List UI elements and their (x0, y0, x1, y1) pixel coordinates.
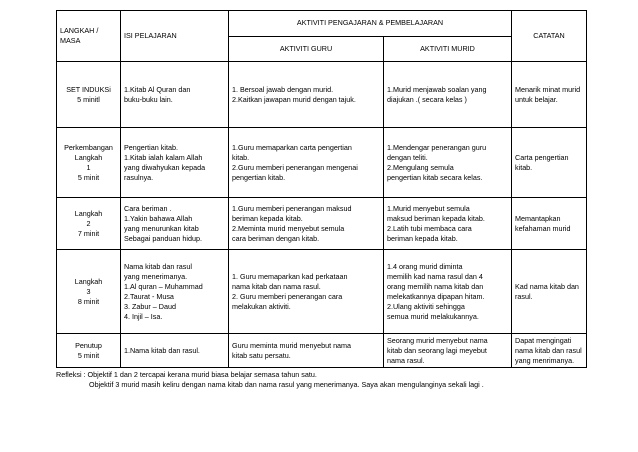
cell-line: nama kitab dan nama rasul. (232, 281, 321, 291)
cell-line: Langkah (74, 276, 103, 286)
cell-line: Sebagai panduan hidup. (124, 233, 202, 243)
cell-line: Langkah (74, 152, 103, 162)
cell-line: 1. Guru memaparkan kad perkataan (232, 271, 348, 281)
cell-langkah (57, 250, 121, 334)
cell-catatan (512, 198, 587, 250)
cell-murid (384, 128, 512, 198)
cell-line: beriman kepada kitab. (232, 213, 303, 223)
cell-line: melakukan aktiviti. (232, 301, 291, 311)
cell-murid (384, 250, 512, 334)
cell-isi (121, 250, 229, 334)
cell-line: 4. Injil – Isa. (124, 311, 163, 321)
cell-line: 1.Mendengar penerangan guru (387, 142, 487, 152)
refleksi-line-2: Objektif 3 murid masih keliru dengan nama kitab dan nama rasul yang menerimanya. Saya akan mengulanginya sekali lagi . (89, 380, 484, 389)
cell-line: pengertian kitab secara kelas. (387, 172, 483, 182)
cell-line: kefahaman murid (515, 223, 571, 233)
cell-line: 5 minitl (77, 94, 100, 104)
cell-line: 3. Zabur – Daud (124, 301, 176, 311)
cell-line: 1.Kitab Al Quran dan (124, 84, 191, 94)
cell-line: pengertian kitab. (232, 172, 286, 182)
cell-line: Langkah (74, 208, 103, 218)
cell-line: nama kitab dan rasul (515, 345, 582, 355)
cell-line: 2. Guru memberi penerangan cara (232, 291, 343, 301)
header-guru: AKTIVITI GURU (229, 36, 384, 62)
cell-langkah (57, 334, 121, 368)
cell-line: Dapat mengingati (515, 335, 572, 345)
cell-murid (384, 62, 512, 128)
cell-line: 1 (86, 162, 91, 172)
cell-murid (384, 198, 512, 250)
cell-line: rasulnya. (124, 172, 154, 182)
header-langkah: LANGKAH / MASA (57, 11, 121, 62)
table-row (57, 198, 587, 250)
cell-line: 1.Guru memaparkan carta pengertian (232, 142, 352, 152)
cell-line: 1.4 orang murid diminta (387, 261, 463, 271)
cell-line: maksud beriman kepada kitab. (387, 213, 485, 223)
header-catatan: CATATAN (512, 11, 587, 62)
cell-guru (229, 128, 384, 198)
cell-line: 2 (86, 218, 91, 228)
cell-line: untuk belajar. (515, 94, 558, 104)
cell-line: memilih kad nama rasul dan 4 (387, 271, 483, 281)
cell-line: 1.Murid menjawab soalan yang (387, 84, 487, 94)
cell-line: semua murid melakukannya. (387, 311, 479, 321)
cell-line: Seorang murid menyebut nama (387, 335, 488, 345)
cell-line: yang menrimanya. (515, 355, 575, 365)
cell-line: 2.Meminta murid menyebut semula (232, 223, 345, 233)
cell-line: nama rasul. (387, 355, 425, 365)
cell-line: 1.Kitab ialah kalam Allah (124, 152, 203, 162)
cell-isi (121, 198, 229, 250)
cell-murid (384, 334, 512, 368)
cell-line: 2.Taurat - Musa (124, 291, 174, 301)
cell-line: Nama kitab dan rasul (124, 261, 192, 271)
cell-langkah (57, 62, 121, 128)
cell-line: rasul. (515, 291, 533, 301)
cell-line: kitab. (232, 152, 250, 162)
cell-guru (229, 334, 384, 368)
cell-line: Memantapkan (515, 213, 561, 223)
cell-line: 7 minit (77, 228, 100, 238)
cell-line: 2.Mengulang semula (387, 162, 454, 172)
cell-isi (121, 334, 229, 368)
cell-line: diajukan .( secara kelas ) (387, 94, 467, 104)
cell-catatan (512, 128, 587, 198)
table-body (57, 62, 587, 368)
cell-line: 1.Nama kitab dan rasul. (124, 345, 200, 355)
table-row (57, 128, 587, 198)
cell-guru (229, 198, 384, 250)
cell-line: Cara beriman . (124, 203, 172, 213)
cell-line: beriman kepada kitab. (387, 233, 458, 243)
cell-isi (121, 62, 229, 128)
cell-line: 1.Murid menyebut semula (387, 203, 470, 213)
cell-line: Guru meminta murid menyebut nama (232, 340, 352, 350)
table-row (57, 62, 587, 128)
cell-line: 5 minit (77, 172, 100, 182)
cell-line: 1. Bersoal jawab dengan murid. (232, 84, 334, 94)
header-aktiviti: AKTIVITI PENGAJARAN & PEMBELAJARAN (229, 11, 512, 37)
cell-line: cara beriman dengan kitab. (232, 233, 320, 243)
cell-line: Kad nama kitab dan (515, 281, 579, 291)
cell-line: yang diwahyukan kepada (124, 162, 206, 172)
cell-guru (229, 62, 384, 128)
cell-line: melekatkannya dipapan hitam. (387, 291, 485, 301)
cell-isi (121, 128, 229, 198)
header-isi: ISI PELAJARAN (121, 11, 229, 62)
cell-catatan (512, 62, 587, 128)
cell-line: kitab satu persatu. (232, 350, 291, 360)
refleksi (56, 370, 586, 390)
cell-line: 2.Guru memberi penerangan mengenai (232, 162, 358, 172)
cell-line: orang memilih nama kitab dan (387, 281, 484, 291)
cell-line: kitab. (515, 162, 533, 172)
cell-line: Perkembangan (64, 142, 113, 152)
cell-line: 2.Kaitkan jawapan murid dengan tajuk. (232, 94, 356, 104)
cell-line: 5 minit (77, 350, 100, 360)
table-row (57, 334, 587, 368)
lesson-plan-table (56, 10, 587, 368)
cell-line: yang menurunkan kitab (124, 223, 199, 233)
cell-line: 3 (86, 286, 91, 296)
cell-catatan (512, 250, 587, 334)
cell-line: yang menerimanya. (124, 271, 188, 281)
cell-line: dengan teliti. (387, 152, 428, 162)
cell-line: Pengertian kitab. (124, 142, 178, 152)
cell-line: buku-buku lain. (124, 94, 173, 104)
cell-line: Carta pengertian (515, 152, 569, 162)
cell-line: 2.Latih tubi membaca cara (387, 223, 472, 233)
lesson-plan-page (56, 10, 586, 390)
cell-line: Menarik minat murid (515, 84, 581, 94)
cell-catatan (512, 334, 587, 368)
cell-line: 1.Yakin bahawa Allah (124, 213, 193, 223)
cell-line: kitab dan seorang lagi meyebut (387, 345, 487, 355)
refleksi-line-1: Refleksi : Objektif 1 dan 2 tercapai kerana murid biasa belajar semasa tahun satu. (56, 370, 317, 379)
cell-line: 8 minit (77, 296, 100, 306)
cell-langkah (57, 128, 121, 198)
header-murid: AKTIVITI MURID (384, 36, 512, 62)
cell-guru (229, 250, 384, 334)
cell-line: 1.Al quran – Muhammad (124, 281, 203, 291)
table-row (57, 250, 587, 334)
cell-langkah (57, 198, 121, 250)
cell-line: 2.Ulang aktiviti sehingga (387, 301, 465, 311)
cell-line: SET INDUKSi (66, 84, 111, 94)
cell-line: Penutup (75, 340, 102, 350)
cell-line: 1.Guru memberi penerangan maksud (232, 203, 352, 213)
header-row-1 (57, 11, 587, 37)
